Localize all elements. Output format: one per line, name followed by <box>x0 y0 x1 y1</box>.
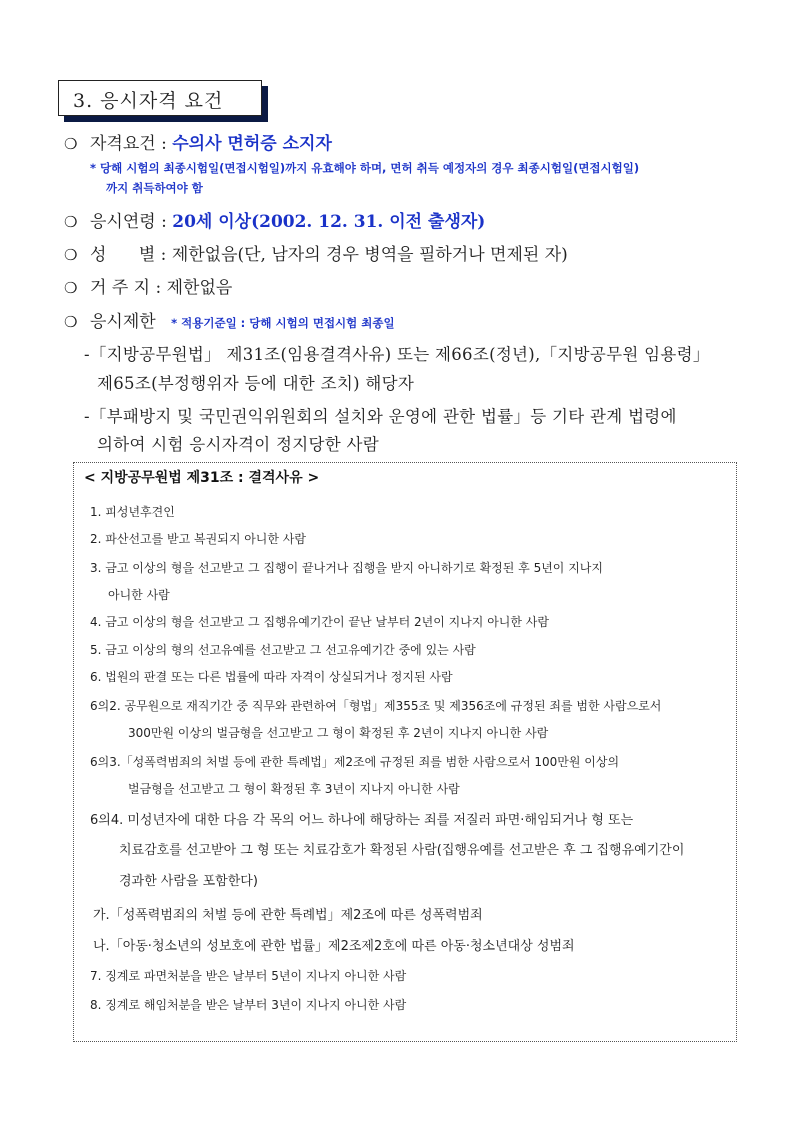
criterion-value: 제한없음(단, 남자의 경우 병역을 필하거나 면제된 자) <box>171 245 568 265</box>
disq-item: 5. 금고 이상의 형의 선고유예를 선고받고 그 선고유예기간 중에 있는 사람 <box>90 643 476 657</box>
criterion-qualification <box>64 129 332 154</box>
disq-item: 8. 징계로 해임처분을 받은 날부터 3년이 지나지 아니한 사람 <box>90 998 407 1012</box>
criterion-value: 수의사 면허증 소지자 <box>172 134 332 154</box>
disq-subitem: 나.「아동·청소년의 성보호에 관한 법률」제2조제2호에 따른 아동·청소년대상 성범죄 <box>93 939 575 954</box>
section-title-box <box>58 80 262 116</box>
disq-item: 4. 금고 이상의 형을 선고받고 그 집행유예기간이 끝난 날부터 2년이 지나지 아니한 사람 <box>90 615 549 629</box>
criterion-label: 성 별 : <box>90 245 167 265</box>
circle-bullet-icon: ❍ <box>64 213 78 231</box>
criterion-residence <box>64 273 232 298</box>
criterion-gender <box>64 240 568 265</box>
disq-item-continuation: 치료감호를 선고받아 그 형 또는 치료감호가 확정된 사람(집행유예를 선고받은 후 그 집행유예기간이 <box>119 843 685 858</box>
circle-bullet-icon: ❍ <box>64 135 78 153</box>
disq-item: 2. 파산선고를 받고 복권되지 아니한 사람 <box>90 532 306 546</box>
qualification-note-line2: 까지 취득하여야 함 <box>106 181 203 195</box>
criterion-value: 제한없음 <box>166 278 233 298</box>
disq-item: 6. 법원의 판결 또는 다른 법률에 따라 자격이 상실되거나 정지된 사람 <box>90 670 453 684</box>
disq-subitem: 가.「성폭력범죄의 처벌 등에 관한 특례법」제2조에 따른 성폭력범죄 <box>93 908 483 923</box>
disq-item: 1. 피성년후견인 <box>90 505 175 519</box>
qualification-note-line1: * 당해 시험의 최종시험일(면접시험일)까지 유효해야 하며, 면허 취득 예정자의 경우 최종시험일(면접시험일) <box>90 161 640 175</box>
criterion-label: 자격요건 : <box>90 134 167 154</box>
circle-bullet-icon: ❍ <box>64 246 78 264</box>
disq-item-continuation: 아니한 사람 <box>108 588 170 602</box>
criterion-label: 응시연령 : <box>90 212 167 232</box>
criterion-value: 20세 이상(2002. 12. 31. 이전 출생자) <box>172 212 486 232</box>
circle-bullet-icon: ❍ <box>64 279 78 297</box>
criterion-label: 거 주 지 : <box>90 278 162 298</box>
disq-item: 7. 징계로 파면처분을 받은 날부터 5년이 지나지 아니한 사람 <box>90 969 407 983</box>
disq-item-continuation: 벌금형을 선고받고 그 형이 확정된 후 3년이 지나지 아니한 사람 <box>128 782 460 796</box>
restriction-2-line1: -「부패방지 및 국민권익위원회의 설치와 운영에 관한 법률」등 기타 관계 법령에 <box>84 407 677 426</box>
criterion-label: 응시제한 <box>90 312 156 332</box>
disqualification-box <box>73 462 737 1042</box>
disqualification-title: < 지방공무원법 제31조 : 결격사유 > <box>84 470 320 486</box>
circle-bullet-icon: ❍ <box>64 313 78 331</box>
disq-item-continuation: 300만원 이상의 벌금형을 선고받고 그 형이 확정된 후 2년이 지나지 아니한 사람 <box>128 726 549 740</box>
restriction-1-line1: -「지방공무원법」 제31조(임용결격사유) 또는 제66조(정년),「지방공무원 임용령」 <box>84 345 710 364</box>
disq-item: 6의2. 공무원으로 재직기간 중 직무와 관련하여「형법」제355조 및 제356조에 규정된 죄를 범한 사람으로서 <box>90 699 662 713</box>
restriction-2-line2: 의하여 시험 응시자격이 정지당한 사람 <box>97 435 380 454</box>
disq-item: 3. 금고 이상의 형을 선고받고 그 집행이 끝나거나 집행을 받지 아니하기로 확정된 후 5년이 지나지 <box>90 561 603 575</box>
section-title: 3. 응시자격 요건 <box>73 90 224 112</box>
disq-item-continuation: 경과한 사람을 포함한다) <box>119 874 258 889</box>
restriction-1-line2: 제65조(부정행위자 등에 대한 조치) 해당자 <box>97 374 415 393</box>
criterion-age <box>64 207 485 232</box>
disq-item: 6의3.「성폭력범죄의 처벌 등에 관한 특례법」제2조에 규정된 죄를 범한 사람으로서 100만원 이상의 <box>90 755 620 769</box>
criterion-restriction <box>64 307 395 332</box>
disq-item: 6의4. 미성년자에 대한 다음 각 목의 어느 하나에 해당하는 죄를 저질러 파면·해임되거나 형 또는 <box>90 813 634 828</box>
restriction-note: * 적용기준일 : 당해 시험의 면접시험 최종일 <box>171 316 395 330</box>
